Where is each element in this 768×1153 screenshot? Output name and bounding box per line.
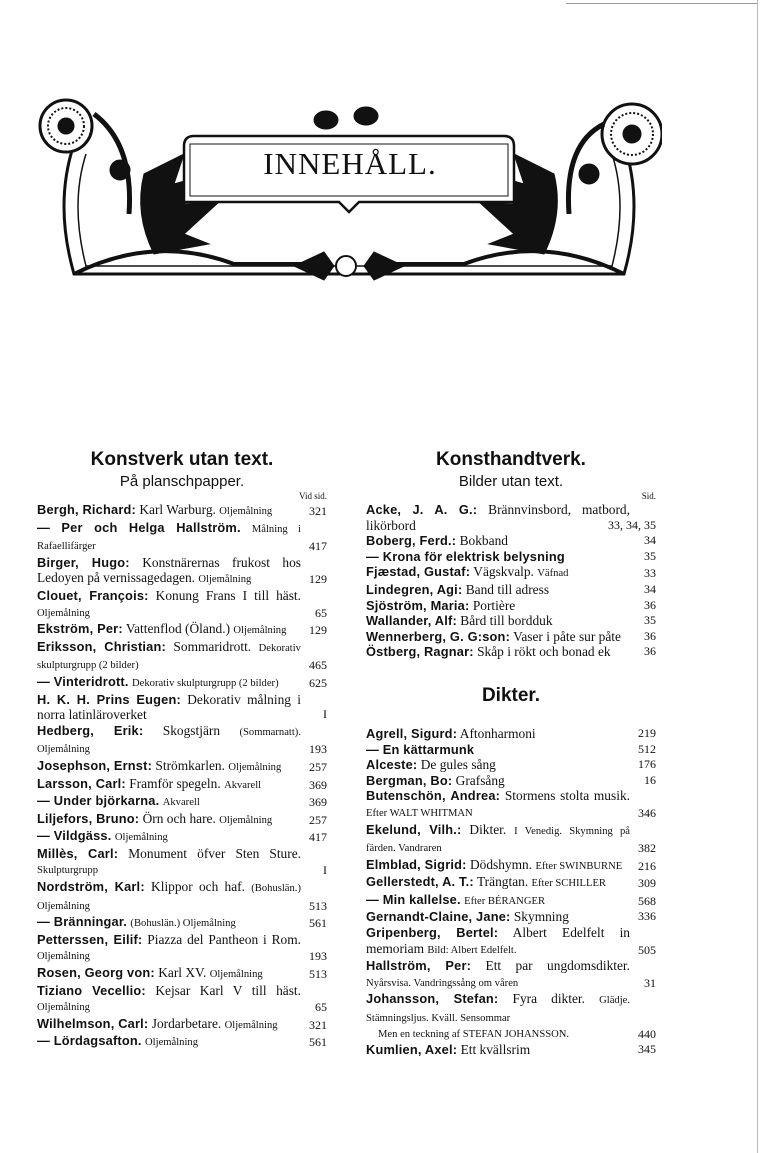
list-item (37, 965, 327, 983)
entry-author: Petterssen, Eilif: (37, 931, 143, 947)
list-item (37, 1033, 327, 1051)
entry-work: Strömkarlen. (155, 757, 225, 773)
entry-author: — Lördagsafton. (37, 1033, 142, 1049)
list-item (37, 674, 327, 692)
entry-medium: Efter SWINBURNE (535, 860, 623, 872)
entry-author: Bergh, Richard: (37, 502, 136, 517)
entry-text (37, 502, 327, 520)
entry-page-number: 33 (644, 566, 656, 581)
entry-text (366, 958, 656, 991)
entry-page-number: 216 (638, 858, 656, 873)
entry-page-number: 512 (638, 741, 656, 756)
list-item (37, 793, 327, 811)
list-item (366, 822, 656, 857)
entry-medium: Akvarell (162, 797, 200, 809)
entry-medium: Oljemålning (114, 832, 168, 844)
entry-work: Framför spegeln. (129, 775, 221, 791)
entry-text (37, 639, 327, 674)
entry-medium: Akvarell (224, 779, 262, 791)
entry-medium: Väfnad (537, 568, 569, 580)
entry-text (366, 644, 656, 660)
entry-text (37, 723, 327, 758)
entry-text (37, 932, 327, 965)
entry-author: Josephson, Ernst: (37, 757, 153, 773)
list-item (37, 639, 327, 674)
entry-text (37, 879, 327, 914)
entry-text (366, 991, 656, 1042)
entry-medium: (Sommarnatt). Oljemålning (37, 726, 301, 756)
list-item (37, 555, 327, 588)
entry-text (366, 598, 656, 614)
entry-medium: Efter WALT WHITMAN (366, 807, 473, 819)
entry-note: Men en teckning af STEFAN JOHANSSON. (378, 1028, 570, 1040)
entry-author: — Bränningar. (37, 914, 128, 930)
entry-text (366, 909, 656, 925)
entry-author: — Under björkarna. (37, 793, 160, 809)
entry-work: Vägskvalp. (473, 564, 534, 580)
entry-medium: Nyårsvisa. Vandringssång om våren (366, 977, 519, 989)
entry-medium: Dekorativ skulpturgrupp (2 bilder) (132, 677, 279, 689)
entry-text (366, 925, 656, 958)
entry-work: Monument öfver Sten Sture. (128, 845, 301, 861)
entry-author: Ekelund, Vilh.: (366, 821, 462, 837)
entry-text (37, 983, 327, 1016)
page-title: INNEHÅLL. (263, 146, 437, 181)
list-item (366, 991, 656, 1042)
entry-text (37, 793, 327, 811)
entry-text (366, 549, 656, 565)
entry-work: Ett kvällsrim (460, 1042, 531, 1058)
entry-author: — Per och Helga Hallström. (37, 519, 241, 535)
entry-text (366, 874, 656, 892)
page-column-label: Sid. (641, 491, 656, 501)
entry-page-number: I (323, 707, 327, 722)
entry-author: Sjöström, Maria: (366, 597, 470, 613)
entry-page-number: 33, 34, 35 (608, 517, 656, 532)
entry-page-number: 34 (644, 581, 656, 596)
entry-page-number: 309 (638, 876, 656, 891)
entry-work: Örn och hare. (142, 810, 216, 826)
entry-text (37, 588, 327, 621)
list-item (366, 598, 656, 614)
list-item (366, 613, 656, 629)
list-item (366, 582, 656, 598)
entry-medium: Efter SCHILLER (531, 878, 606, 890)
entry-author: Wilhelmson, Carl: (37, 1015, 149, 1031)
entry-text (37, 692, 327, 723)
list-item (37, 621, 327, 639)
entry-author: Alceste: (366, 757, 418, 773)
entry-text (37, 965, 327, 983)
entry-page-number: 505 (638, 942, 656, 957)
entry-work: Dikter. (469, 821, 507, 837)
entry-page-number: 35 (644, 548, 656, 563)
entry-author: Hallström, Per: (366, 958, 472, 974)
entry-work: Aftonharmoni (459, 725, 536, 741)
entry-work: Fyra dikter. (512, 991, 585, 1007)
entry-author: Boberg, Ferd.: (366, 533, 457, 549)
entry-page-number: 36 (644, 628, 656, 643)
entry-text (37, 811, 327, 829)
section-subheading-konsthandtverk: Bilder utan text. (458, 473, 564, 490)
entry-page-number: 369 (309, 777, 327, 792)
list-item (37, 588, 327, 621)
entry-text (366, 773, 656, 789)
entry-author: Millès, Carl: (37, 845, 119, 861)
entry-author: Ekström, Per: (37, 621, 123, 637)
entry-author: — Vinteridrott. (37, 673, 129, 689)
entry-work: Konstnärernas frukost hos Ledoyen på vernissagedagen. (37, 554, 301, 586)
entry-text (366, 613, 656, 629)
entry-page-number: 193 (309, 949, 327, 964)
entry-page-number: 625 (309, 675, 327, 690)
entry-author: Birger, Hugo: (37, 554, 130, 570)
entry-page-number: 257 (309, 812, 327, 827)
entry-author: Gripenberg, Bertel: (366, 925, 499, 941)
entry-author: — Krona för elektrisk belysning (366, 548, 565, 564)
entry-text (366, 726, 656, 742)
entry-text (37, 520, 327, 555)
list-item (37, 723, 327, 758)
entry-medium: Oljemålning (233, 625, 287, 637)
entry-medium: I Venedig. Skymning på färden. Vandraren (366, 825, 630, 855)
entry-page-number: 440 (638, 1026, 656, 1041)
entry-page-number: 568 (638, 893, 656, 908)
section-heading-konstverk: Konstverk utan text. (90, 449, 274, 470)
entry-text (37, 674, 327, 692)
entry-text (37, 621, 327, 639)
entry-medium: Oljemålning (228, 761, 282, 773)
konsthandtverk-list (366, 502, 656, 660)
entry-medium: Oljemålning (37, 1002, 90, 1014)
entry-medium: (Bohuslän.) Oljemålning (37, 883, 301, 912)
entry-work: Trängtan. (476, 874, 529, 890)
entry-page-number: 35 (644, 613, 656, 628)
entry-author: Larsson, Carl: (37, 775, 126, 791)
entry-medium: Efter BÉRANGER (464, 895, 546, 907)
entry-medium: Oljemålning (37, 951, 90, 963)
entry-work: Jordarbetare. (151, 1015, 222, 1031)
entry-medium: Oljemålning (219, 506, 273, 517)
entry-author: — Vildgäss. (37, 828, 112, 844)
entry-work: Skogstjärn (162, 722, 221, 738)
entry-work: Vaser i påte sur påte (513, 628, 621, 644)
entry-text (366, 629, 656, 645)
entry-text (366, 582, 656, 598)
entry-page-number: 382 (638, 841, 656, 856)
list-item (37, 1016, 327, 1034)
entry-author: Lindegren, Agi: (366, 581, 463, 597)
entry-text (366, 757, 656, 773)
entry-work: Karl Warburg. (139, 502, 216, 517)
list-item (37, 932, 327, 965)
entry-work: Kejsar Karl V till häst. (155, 982, 301, 998)
entry-page-number: 346 (638, 805, 656, 820)
entry-text (366, 788, 656, 821)
entry-page-number: 219 (638, 725, 656, 740)
entry-work: Portière (472, 597, 516, 613)
entry-text (366, 857, 656, 875)
entry-medium: Bild: Albert Edelfelt. (427, 944, 517, 956)
list-item (366, 909, 656, 925)
dikter-list (366, 726, 656, 1058)
entry-page-number: 513 (309, 967, 327, 982)
right-edge-rule (757, 0, 758, 1153)
list-item (37, 811, 327, 829)
entry-author: Johansson, Stefan: (366, 991, 499, 1007)
entry-medium: Oljemålning (37, 607, 90, 619)
entry-author: Nordström, Karl: (37, 879, 145, 895)
list-item (366, 773, 656, 789)
entry-page-number: 34 (644, 533, 656, 548)
entry-work: Dekorativ målning i norra latinläroverket (37, 691, 301, 723)
entry-medium: Skulpturgrupp (37, 865, 99, 877)
entry-work: De gules sång (420, 757, 496, 773)
top-edge-rule (566, 3, 758, 4)
entry-page-number: 417 (309, 830, 327, 845)
entry-author: Hedberg, Erik: (37, 722, 144, 738)
entry-text (37, 1033, 327, 1051)
right-column (366, 448, 656, 1058)
entry-work: Dödshymn. (469, 856, 533, 872)
list-item (37, 846, 327, 879)
list-item (37, 758, 327, 776)
entry-work: Bokband (459, 533, 508, 549)
entry-text (366, 533, 656, 549)
entry-work: Skymning (513, 909, 569, 925)
ornamental-banner (34, 84, 662, 296)
entry-medium: Målning i Rafaellifärger (37, 523, 302, 553)
entry-text (366, 892, 656, 910)
list-item (366, 757, 656, 773)
entry-medium: (Bohuslän.) Oljemålning (130, 918, 236, 930)
list-item (366, 502, 656, 533)
entry-text (37, 758, 327, 776)
entry-work: Brännvinsbord, matbord, likörbord (366, 502, 630, 533)
entry-work: Skåp i rökt och bonad ek (477, 644, 611, 660)
entry-work: Stormens stolta musik. (504, 788, 630, 804)
entry-author: Wennerberg, G. G:son: (366, 628, 511, 644)
entry-page-number: 176 (638, 757, 656, 772)
entry-page-number: 31 (644, 975, 656, 990)
entry-page-number: 65 (315, 605, 327, 620)
list-item (366, 629, 656, 645)
entry-page-number: 129 (309, 623, 327, 638)
list-item (37, 914, 327, 932)
entry-text (366, 1042, 656, 1058)
entry-page-number: 561 (309, 916, 327, 931)
list-item (37, 692, 327, 723)
entry-medium: Oljemålning (224, 1019, 278, 1031)
entry-page-number: 417 (309, 539, 327, 554)
list-item (366, 925, 656, 958)
list-item (366, 857, 656, 875)
entry-text (366, 822, 656, 857)
list-item (366, 644, 656, 660)
entry-author: Liljefors, Bruno: (37, 810, 140, 826)
list-item (366, 742, 656, 758)
list-item (366, 726, 656, 742)
entry-author: Fjæstad, Gustaf: (366, 564, 471, 580)
list-item (37, 776, 327, 794)
entry-page-number: 321 (309, 504, 327, 518)
entry-work: Klippor och haf. (151, 879, 245, 895)
entry-text (37, 846, 327, 879)
entry-text (37, 914, 327, 932)
entry-author: Elmblad, Sigrid: (366, 856, 467, 872)
entry-author: Tiziano Vecellio: (37, 982, 146, 998)
list-item (366, 874, 656, 892)
entry-work: Ett par ungdomsdikter. (485, 958, 630, 974)
entry-text (37, 776, 327, 794)
entry-author: Gernandt-Claine, Jane: (366, 909, 511, 925)
entry-work: Konung Frans I till häst. (155, 587, 301, 603)
list-item (366, 564, 656, 582)
entry-work: Karl XV. (158, 965, 207, 981)
entry-author: Acke, J. A. G.: (366, 502, 478, 517)
entry-page-number: 321 (309, 1017, 327, 1032)
entry-work: Sommaridrott. (173, 638, 252, 654)
entry-author: Östberg, Ragnar: (366, 644, 474, 660)
entry-medium: Oljemålning (209, 969, 263, 981)
page-column-label: Vid sid. (299, 491, 327, 501)
entry-work: Band till adress (465, 581, 550, 597)
konstverk-list (37, 502, 327, 1051)
section-subheading-konstverk: På planschpapper. (119, 473, 245, 490)
entry-author: H. K. H. Prins Eugen: (37, 691, 181, 707)
entry-page-number: 36 (644, 644, 656, 659)
list-item (366, 549, 656, 565)
entry-author: Clouet, François: (37, 587, 149, 603)
entry-author: — Min kallelse. (366, 891, 461, 907)
list-item (366, 1042, 656, 1058)
entry-author: Butenschön, Andrea: (366, 788, 501, 804)
entry-text (37, 1016, 327, 1034)
entry-page-number: 16 (644, 772, 656, 787)
list-item (366, 892, 656, 910)
entry-page-number: 336 (638, 909, 656, 924)
entry-medium: Oljemålning (145, 1037, 198, 1049)
entry-text (37, 555, 327, 588)
entry-medium: Dekorativ skulpturgrupp (2 bilder) (37, 642, 301, 672)
entry-page-number: 65 (315, 1000, 327, 1015)
list-item (37, 520, 327, 555)
entry-medium: Oljemålning (198, 574, 252, 586)
entry-work: Grafsång (455, 772, 505, 788)
entry-author: — En kättarmunk (366, 741, 475, 757)
list-item (37, 502, 327, 520)
entry-page-number: 193 (309, 742, 327, 757)
entry-work: Bård till bordduk (460, 613, 553, 629)
entry-author: Rosen, Georg von: (37, 965, 155, 981)
list-item (37, 879, 327, 914)
entry-page-number: 465 (309, 658, 327, 673)
section-heading-dikter: Dikter. (481, 684, 541, 706)
entry-page-number: I (323, 863, 327, 878)
list-item (37, 828, 327, 846)
entry-page-number: 129 (309, 572, 327, 587)
entry-page-number: 369 (309, 795, 327, 810)
list-item (366, 788, 656, 821)
entry-work: Piazza del Pantheon i Rom. (147, 931, 301, 947)
entry-page-number: 257 (309, 759, 327, 774)
entry-author: Eriksson, Christian: (37, 638, 166, 654)
entry-medium: Oljemålning (219, 814, 273, 826)
entry-author: Kumlien, Axel: (366, 1042, 458, 1058)
left-column (37, 448, 327, 1051)
entry-author: Agrell, Sigurd: (366, 725, 458, 741)
entry-medium: Glädje. Stämningsljus. Kväll. Sensommar (366, 995, 630, 1025)
entry-page-number: 561 (309, 1035, 327, 1050)
entry-text (366, 742, 656, 758)
entry-work: Albert Edelfelt in memoriam (366, 925, 631, 956)
entry-page-number: 36 (644, 597, 656, 612)
list-item (37, 983, 327, 1016)
entry-work: Vattenflod (Öland.) (125, 621, 231, 637)
section-heading-konsthandtverk: Konsthandtverk. (436, 449, 586, 470)
entry-text (37, 828, 327, 846)
entry-text (366, 564, 656, 582)
entry-author: Wallander, Alf: (366, 613, 457, 629)
list-item (366, 533, 656, 549)
entry-page-number: 345 (638, 1042, 656, 1057)
entry-author: Gellerstedt, A. T.: (366, 874, 474, 890)
entry-author: Bergman, Bo: (366, 772, 453, 788)
entry-page-number: 513 (309, 898, 327, 913)
list-item (366, 958, 656, 991)
